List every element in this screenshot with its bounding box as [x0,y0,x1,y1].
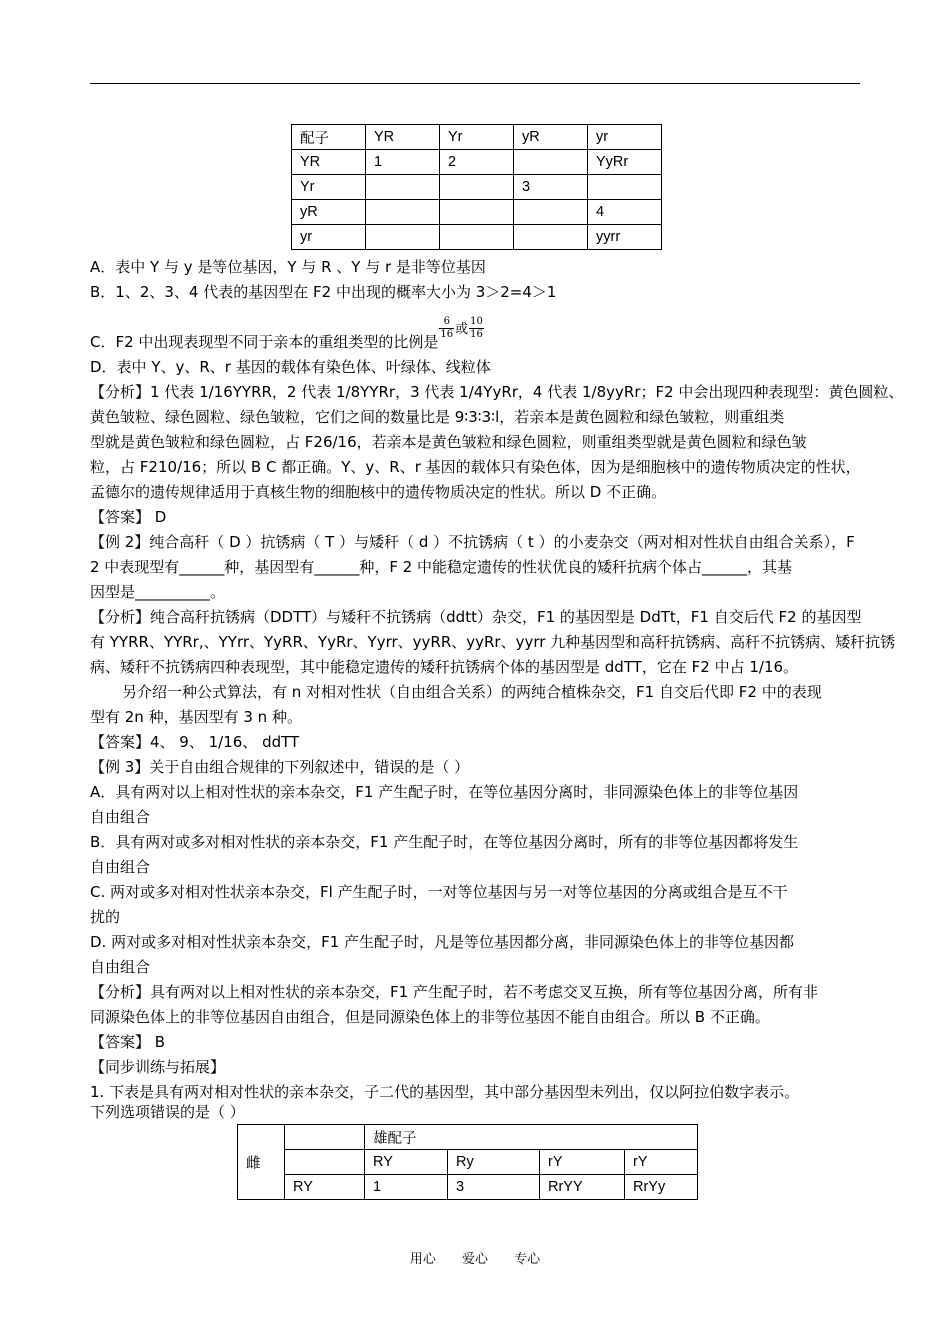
table-cell [440,225,514,250]
answer-line: 【答案】 B [90,1033,166,1051]
table-cell [514,150,588,175]
table-cell [440,200,514,225]
table-row [292,200,662,225]
table-cell: yR [514,125,588,150]
page-footer: 用心 爱心 专心 [409,1252,541,1267]
table-cell: YR [366,125,440,150]
example-3-line: 【例 3】关于自由组合规律的下列叙述中，错误的是（ ） [90,758,470,776]
option-a: A．表中 Y 与 y 是等位基因，Y 与 R 、Y 与 r 是非等位基因 [90,258,486,276]
table-cell: YyRr [588,150,662,175]
table-cell [366,175,440,200]
table-cell: rY [540,1150,625,1175]
option-b: B．1、2、3、4 代表的基因型在 F2 中出现的概率大小为 3＞2=4＞1 [90,283,557,301]
table-cell: yr [588,125,662,150]
analysis-line: 孟德尔的遗传规律适用于真核生物的细胞核中的遗传物质决定的性状。所以 D 不正确。 [90,483,667,501]
table-cell [514,225,588,250]
table-cell: RY [365,1150,448,1175]
table-cell: RrYY [540,1175,625,1200]
table-cell: yyrr [588,225,662,250]
analysis-line: 同源染色体上的非等位基因自由组合，但是同源染色体上的非等位基因不能自由组合。所以 B 不正确。 [90,1008,770,1026]
table-row [292,175,662,200]
question-1-line: 1. 下表是具有两对相对性状的亲本杂交，子二代的基因型，其中部分基因型未列出，仅以阿拉伯数字表示。 [90,1083,800,1101]
table-cell [588,175,662,200]
table-cell: 1 [366,150,440,175]
table-cell: Yr [292,175,366,200]
example-2-line: 因型是__________。 [90,583,226,601]
option-line: D. 两对或多对相对性状亲本杂交，F1 产生配子时，凡是等位基因都分离，非同源染色体上的非等位基因都 [90,933,795,951]
table-cell: RrYy [625,1175,698,1200]
option-c: C．F2 中出现表现型不同于亲本的重组类型的比例是 $\frac{6}{16}$ 或 $\frac{10}{16}$ [90,316,483,351]
table-row [292,150,662,175]
analysis-line: 【分析】1 代表 1/16YYRR，2 代表 1/8YYRr，3 代表 1/4YyRr，4 代表 1/8yyRr；F2 中会出现四种表现型：黄色圆粒、 [90,383,904,401]
table-row [292,225,662,250]
table-cell [366,225,440,250]
table-cell: 3 [514,175,588,200]
question-1-line: 下列选项错误的是（ ） [90,1103,245,1121]
female-gamete-header: 雌 [238,1125,285,1200]
option-line: 自由组合 [90,808,151,826]
section-heading: 【同步训练与拓展】 [90,1058,226,1076]
analysis-line: 粒，占 F210/16；所以 B C 都正确。Y、y、R、r 基因的载体只有染色体，因为是细胞核中的遗传物质决定的性状， [90,458,861,476]
table-cell: yr [292,225,366,250]
example-2-line: 【例 2】纯合高秆（ D ）抗锈病（ T ）与矮秆（ d ）不抗锈病（ t ）的小麦杂交（两对相对性状自由组合关系），F [90,533,855,551]
option-line: 自由组合 [90,858,151,876]
analysis-line: 有 YYRR、YYRr,、YYrr、YyRR、YyRr、Yyrr、yyRR、yyRr、yyrr 九种基因型和高秆抗锈病、高秆不抗锈病、矮秆抗锈 [90,633,896,651]
table-cell: 配子 [292,125,366,150]
table-cell: Yr [440,125,514,150]
gamete-table [291,124,662,250]
analysis-line: 型就是黄色皱粒和绿色圆粒，占 F26/16，若亲本是黄色皱粒和绿色圆粒，则重组类型就是黄色圆粒和绿色皱 [90,433,807,451]
formula-line: 另介绍一种公式算法，有 n 对相对性状（自由组合关系）的两纯合植株杂交，F1 自交后代即 F2 中的表现 [122,683,822,701]
male-gamete-header: 雄配子 [365,1125,698,1150]
empty-cell [285,1150,365,1175]
table-cell: rY [625,1150,698,1175]
analysis-line: 【分析】具有两对以上相对性状的亲本杂交，F1 产生配子时，若不考虑交叉互换，所有等位基因分离，所有非 [90,983,818,1001]
offspring-genotype-table [237,1124,698,1200]
table-cell [514,200,588,225]
table-cell: YR [292,150,366,175]
fraction-10-16: $\frac{10}{16}$ [470,316,483,340]
analysis-line: 黄色皱粒、绿色圆粒、绿色皱粒，它们之间的数量比是 9∶3∶3∶l，若亲本是黄色圆粒和绿色皱粒，则重组类 [90,408,785,426]
example-2-line: 2 中表现型有______种，基因型有______种，F 2 中能稳定遗传的性状优良的矮秆抗病个体占______，其基 [90,558,793,576]
analysis-line: 病、矮秆不抗锈病四种表现型，其中能稳定遗传的矮秆抗锈病个体的基因型是 ddTT，它在 F2 中占 1/16。 [90,658,799,676]
option-line: 扰的 [90,908,121,926]
empty-cell [285,1125,365,1150]
table-cell [366,200,440,225]
option-d: D．表中 Y、y、R、r 基因的载体有染色体、叶绿体、线粒体 [90,358,491,376]
option-line: 自由组合 [90,958,151,976]
option-line: B．具有两对或多对相对性状的亲本杂交，F1 产生配子时，在等位基因分离时，所有的非等位基因都将发生 [90,833,799,851]
table-cell: Ry [448,1150,540,1175]
table-cell: 3 [448,1175,540,1200]
answer-line: 【答案】 D [90,508,167,526]
option-line: A．具有两对以上相对性状的亲本杂交，F1 产生配子时，在等位基因分离时，非同源染色体上的非等位基因 [90,783,799,801]
formula-line: 型有 2n 种，基因型有 3 n 种。 [90,708,302,726]
table-cell: 2 [440,150,514,175]
table-cell: 4 [588,200,662,225]
header-rule [90,83,860,84]
table-cell: 1 [365,1175,448,1200]
option-line: C. 两对或多对相对性状亲本杂交，Fl 产生配子时，一对等位基因与另一对等位基因的分离或组合是互不干 [90,883,788,901]
table-cell: yR [292,200,366,225]
answer-line: 【答案】4、 9、 1/16、 ddTT [90,733,300,751]
table-cell: RY [285,1175,365,1200]
table-row [292,125,662,150]
analysis-line: 【分析】纯合高秆抗锈病（DDTT）与矮秆不抗锈病（ddtt）杂交，F1 的基因型是 DdTt，F1 自交后代 F2 的基因型 [90,608,862,626]
fraction-6-16: $\frac{6}{16}$ [440,316,454,340]
table-cell [440,175,514,200]
